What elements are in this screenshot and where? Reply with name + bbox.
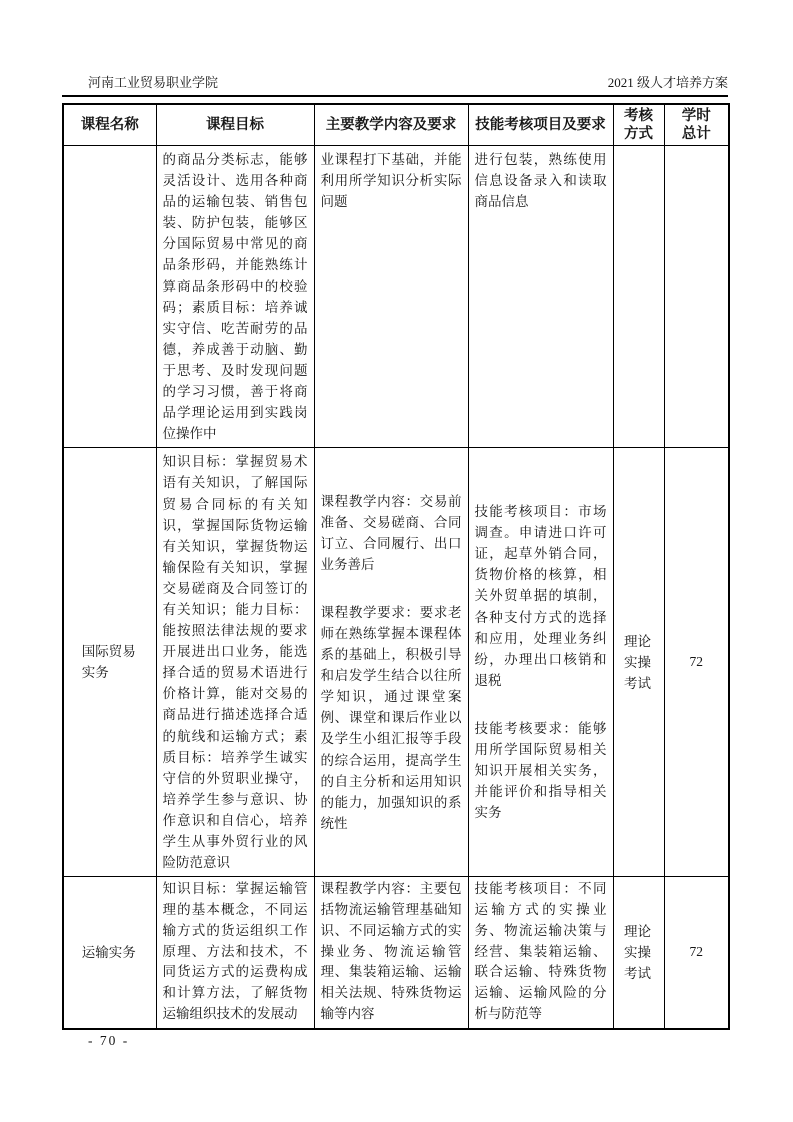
- column-header-method: 考核方式: [613, 104, 664, 146]
- assessment-cell: [468, 877, 613, 1029]
- method-text: 理论实操考试: [624, 923, 651, 981]
- objectives-cell: [156, 146, 314, 448]
- assessment-paragraph: 技能考核项目：市场调查。申请进口许可证，起草外销合同，货物价格的核算，相关外贸单据的填制，各种支付方式的选择和应用，处理业务纠纷，办理出口核销和退税: [474, 504, 607, 688]
- objectives-text: 知识目标：掌握运输管理的基本概念，不同运输方式的货运组织工作原理、方法和技术，不同货运方式的运费构成和计算方法，了解货物运输组织技术的发展动: [162, 881, 308, 1021]
- teaching-paragraph: 课程教学要求：要求老师在熟练掌握本课程体系的基础上，积极引导和启发学生结合以往所学知识，通过课堂案例、课堂和课后作业以及学生小组汇报等手段的综合运用，提高学生的自主分析和运用知识的能力，加强知识的系统性: [320, 604, 462, 831]
- hours-text: 72: [689, 654, 703, 670]
- hours-cell: [664, 448, 729, 877]
- teaching-text: 业课程打下基础，并能利用所学知识分析实际问题: [320, 152, 462, 210]
- assessment-cell: [468, 448, 613, 877]
- table-header-row: [63, 104, 729, 146]
- course-name-cell: [63, 146, 156, 448]
- table-row: [63, 448, 729, 877]
- paragraph-gap: [315, 578, 468, 599]
- method-cell: [613, 146, 664, 448]
- objectives-cell: [156, 877, 314, 1029]
- hours-text: 72: [689, 944, 703, 960]
- teaching-text: 课程教学内容：主要包括物流运输管理基础知识、不同运输方式的实操业务、物流运输管理、集装箱运输、运输相关法规、特殊货物运输等内容: [320, 881, 462, 1021]
- table-row: [63, 877, 729, 1029]
- objectives-text: 知识目标：掌握贸易术语有关知识，了解国际贸易合同标的有关知识，掌握国际货物运输有关知识，掌握货物运输保险有关知识，掌握交易磋商及合同签订的有关知识；能力目标：能按照法律法规的要求开展进出口业务，能选择合适的贸易术语进行价格计算，能对交易的商品进行描述选择合适的航线和运输方式；素质目标：培养学生诚实守信的外贸职业操守，培养学生参与意识、协作意识和自信心，培养学生从事外贸行业的风险防范意识: [162, 454, 308, 871]
- page-number: - 70 -: [88, 1033, 130, 1048]
- paragraph-gap: [469, 694, 613, 715]
- hours-cell: [664, 877, 729, 1029]
- column-header-objectives: 课程目标: [156, 104, 314, 146]
- hours-cell: [664, 146, 729, 448]
- header-rule: [62, 95, 728, 97]
- school-name: 河南工业贸易职业学院: [88, 75, 219, 90]
- assessment-text: 技能考核项目：不同运输方式的实操业务、物流运输决策与经营、集装箱运输、联合运输、特殊货物运输、运输风险的分析与防范等: [474, 881, 607, 1021]
- method-text: 理论实操考试: [624, 633, 651, 691]
- objectives-cell: [156, 448, 314, 877]
- course-table: [62, 103, 730, 1030]
- course-name-cell: [63, 877, 156, 1029]
- teaching-cell: [314, 877, 468, 1029]
- table-row: [63, 146, 729, 448]
- page-header: [62, 74, 728, 94]
- teaching-cell: [314, 146, 468, 448]
- assessment-text: 进行包装，熟练使用信息设备录入和读取商品信息: [474, 152, 607, 210]
- course-name-text: 国际贸易实务: [81, 644, 136, 681]
- column-header-teaching: 主要教学内容及要求: [314, 104, 468, 146]
- column-header-assessment: 技能考核项目及要求: [468, 104, 613, 146]
- column-header-hours: 学时总计: [664, 104, 729, 146]
- method-cell: [613, 448, 664, 877]
- method-cell: [613, 877, 664, 1029]
- course-name-text: 运输实务: [81, 944, 136, 960]
- objectives-text: 的商品分类标志，能够灵活设计、选用各种商品的运输包装、销售包装、防护包装，能够区分国际贸易中常见的商品条形码，并能熟练计算商品条形码中的校验码；素质目标：培养诚实守信、吃苦耐劳的品德，养成善于动脑、勤于思考、及时发现问题的学习习惯，善于将商品学理论运用到实践岗位操作中: [162, 152, 308, 442]
- course-name-cell: [63, 448, 156, 877]
- teaching-cell: [314, 448, 468, 877]
- assessment-paragraph: 技能考核要求：能够用所学国际贸易相关知识开展相关实务，并能评价和指导相关实务: [474, 720, 607, 821]
- plan-title: 2021 级人才培养方案: [607, 75, 728, 90]
- column-header-course-name: 课程名称: [63, 104, 156, 146]
- teaching-paragraph: 课程教学内容：交易前准备、交易磋商、合同订立、合同履行、出口业务善后: [320, 493, 462, 572]
- assessment-cell: [468, 146, 613, 448]
